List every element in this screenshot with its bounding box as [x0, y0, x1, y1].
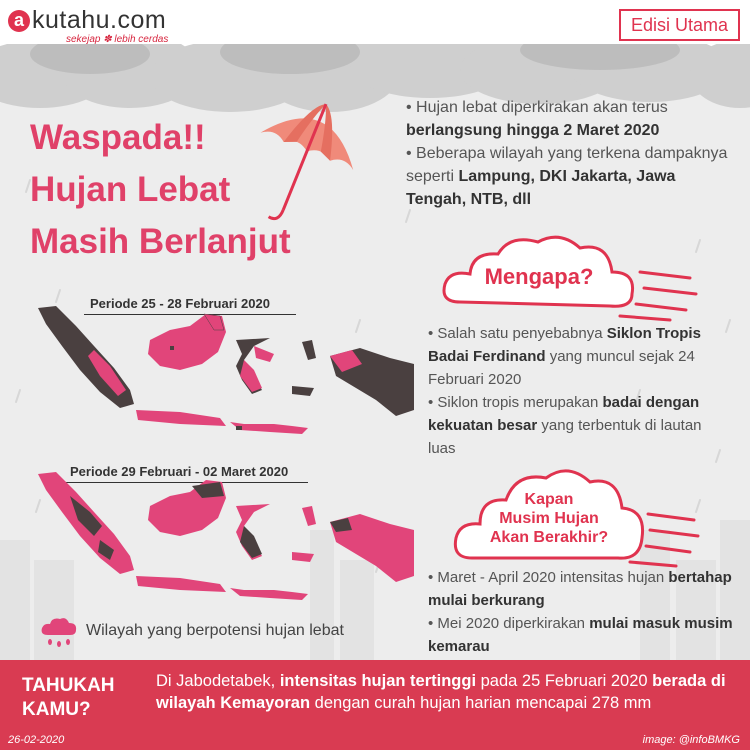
why-cloud	[440, 232, 700, 322]
edition-badge: Edisi Utama	[619, 9, 740, 41]
fact-title-line-2: KAMU?	[22, 699, 91, 720]
legend-label: Wilayah yang berpotensi hujan lebat	[86, 622, 344, 639]
title-line-3: Masih Berlanjut	[30, 222, 291, 261]
map-indonesia-period-2	[30, 466, 420, 616]
image-source: image: @infoBMKG	[642, 734, 740, 746]
map-2-period-label: Periode 29 Februari - 02 Maret 2020	[70, 464, 289, 479]
when-bullets	[428, 566, 734, 658]
fact-title	[22, 674, 115, 722]
fact-footer	[0, 660, 750, 750]
fact-text: Di Jabodetabek, intensitas hujan tertinggi pada 25 Februari 2020 berada di wilayah Kemayoran dengan curah hujan harian mencapai 278 mm	[156, 672, 726, 712]
logo-tagline: sekejap ✽ lebih cerdas	[66, 34, 169, 45]
title-line-1: Waspada!!	[30, 118, 206, 157]
title-line-2: Hujan Lebat	[30, 170, 231, 209]
fact-title-line-1: TAHUKAH	[22, 675, 115, 696]
why-bullet-1: • Salah satu penyebabnya Siklon Tropis Badai Ferdinand yang muncul sejak 24 Februari 2020	[428, 325, 701, 388]
intro-bullet-1: • Hujan lebat diperkirakan akan terus berlangsung hingga 2 Maret 2020	[406, 99, 668, 139]
logo-text: kutahu.com	[32, 6, 167, 34]
map-1-period-label: Periode 25 - 28 Februari 2020	[90, 296, 270, 311]
why-bullet-2: • Siklon tropis merupakan badai dengan kekuatan besar yang terbentuk di lautan luas	[428, 394, 702, 457]
map-indonesia-period-1	[30, 300, 420, 450]
intro-bullets	[406, 96, 736, 211]
rain-cloud-icon	[40, 617, 78, 649]
when-bullet-1: • Maret - April 2020 intensitas hujan bertahap mulai berkurang	[428, 569, 732, 609]
when-question-line-3: Akan Berakhir?	[489, 529, 609, 546]
umbrella-icon	[250, 96, 360, 236]
when-question-line-2: Musim Hujan	[499, 510, 599, 527]
logo-mark: a	[8, 10, 30, 32]
when-question-line-1: Kapan	[524, 491, 574, 508]
intro-bullet-2: • Beberapa wilayah yang terkena dampaknya seperti Lampung, DKI Jakarta, Jawa Tengah, NTB, dll	[406, 145, 728, 208]
when-bullet-2: • Mei 2020 diperkirakan mulai masuk musim kemarau	[428, 615, 733, 655]
when-question	[464, 490, 634, 547]
header-bar	[0, 0, 750, 48]
publish-date: 26-02-2020	[8, 734, 65, 746]
logo[interactable]	[8, 4, 218, 44]
why-bullets	[428, 322, 728, 460]
when-cloud	[450, 462, 700, 570]
why-question: Mengapa?	[484, 264, 594, 289]
